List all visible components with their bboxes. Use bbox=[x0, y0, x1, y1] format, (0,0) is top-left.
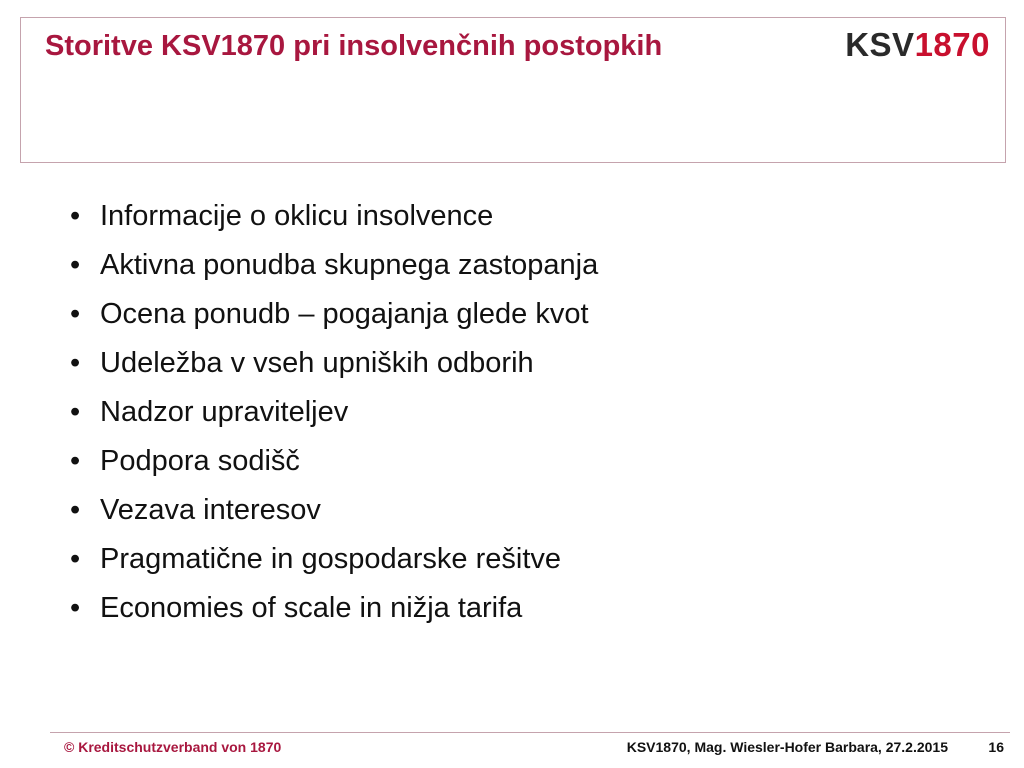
bullet-icon: • bbox=[70, 543, 81, 575]
slide-title: Storitve KSV1870 pri insolvenčnih postopkih bbox=[45, 30, 663, 62]
bullet-icon: • bbox=[70, 396, 81, 428]
footer-copyright: © Kreditschutzverband von 1870 bbox=[64, 739, 282, 755]
bullet-text: Pragmatične in gospodarske rešitve bbox=[100, 543, 562, 575]
bullet-text: Aktivna ponudba skupnega zastopanja bbox=[100, 249, 599, 281]
bullet-icon: • bbox=[70, 249, 81, 281]
bullet-text: Informacije o oklicu insolvence bbox=[100, 200, 494, 232]
bullet-text: Udeležba v vseh upniških odborih bbox=[100, 347, 534, 379]
page-number: 16 bbox=[988, 739, 1004, 755]
footer-divider bbox=[50, 732, 1010, 733]
bullet-text: Podpora sodišč bbox=[100, 445, 300, 477]
bullet-item bbox=[70, 592, 598, 641]
footer-author-date: KSV1870, Mag. Wiesler-Hofer Barbara, 27.2.2015 bbox=[626, 739, 948, 755]
bullet-icon: • bbox=[70, 445, 81, 477]
bullet-item bbox=[70, 396, 598, 445]
bullet-text: Vezava interesov bbox=[100, 494, 321, 526]
bullet-list bbox=[70, 200, 598, 641]
bullet-icon: • bbox=[70, 592, 81, 624]
ksv1870-logo bbox=[845, 25, 990, 65]
bullet-item bbox=[70, 445, 598, 494]
bullet-item bbox=[70, 543, 598, 592]
bullet-icon: • bbox=[70, 200, 81, 232]
logo-year-text: 1870 bbox=[914, 26, 990, 63]
bullet-text: Ocena ponudb – pogajanja glede kvot bbox=[100, 298, 589, 330]
bullet-item bbox=[70, 347, 598, 396]
bullet-item bbox=[70, 249, 598, 298]
bullet-icon: • bbox=[70, 298, 81, 330]
bullet-text: Economies of scale in nižja tarifa bbox=[100, 592, 523, 624]
bullet-text: Nadzor upraviteljev bbox=[100, 396, 349, 428]
logo-ksv-text: KSV bbox=[845, 26, 915, 63]
bullet-item bbox=[70, 200, 598, 249]
bullet-icon: • bbox=[70, 347, 81, 379]
bullet-item bbox=[70, 298, 598, 347]
bullet-icon: • bbox=[70, 494, 81, 526]
bullet-item bbox=[70, 494, 598, 543]
